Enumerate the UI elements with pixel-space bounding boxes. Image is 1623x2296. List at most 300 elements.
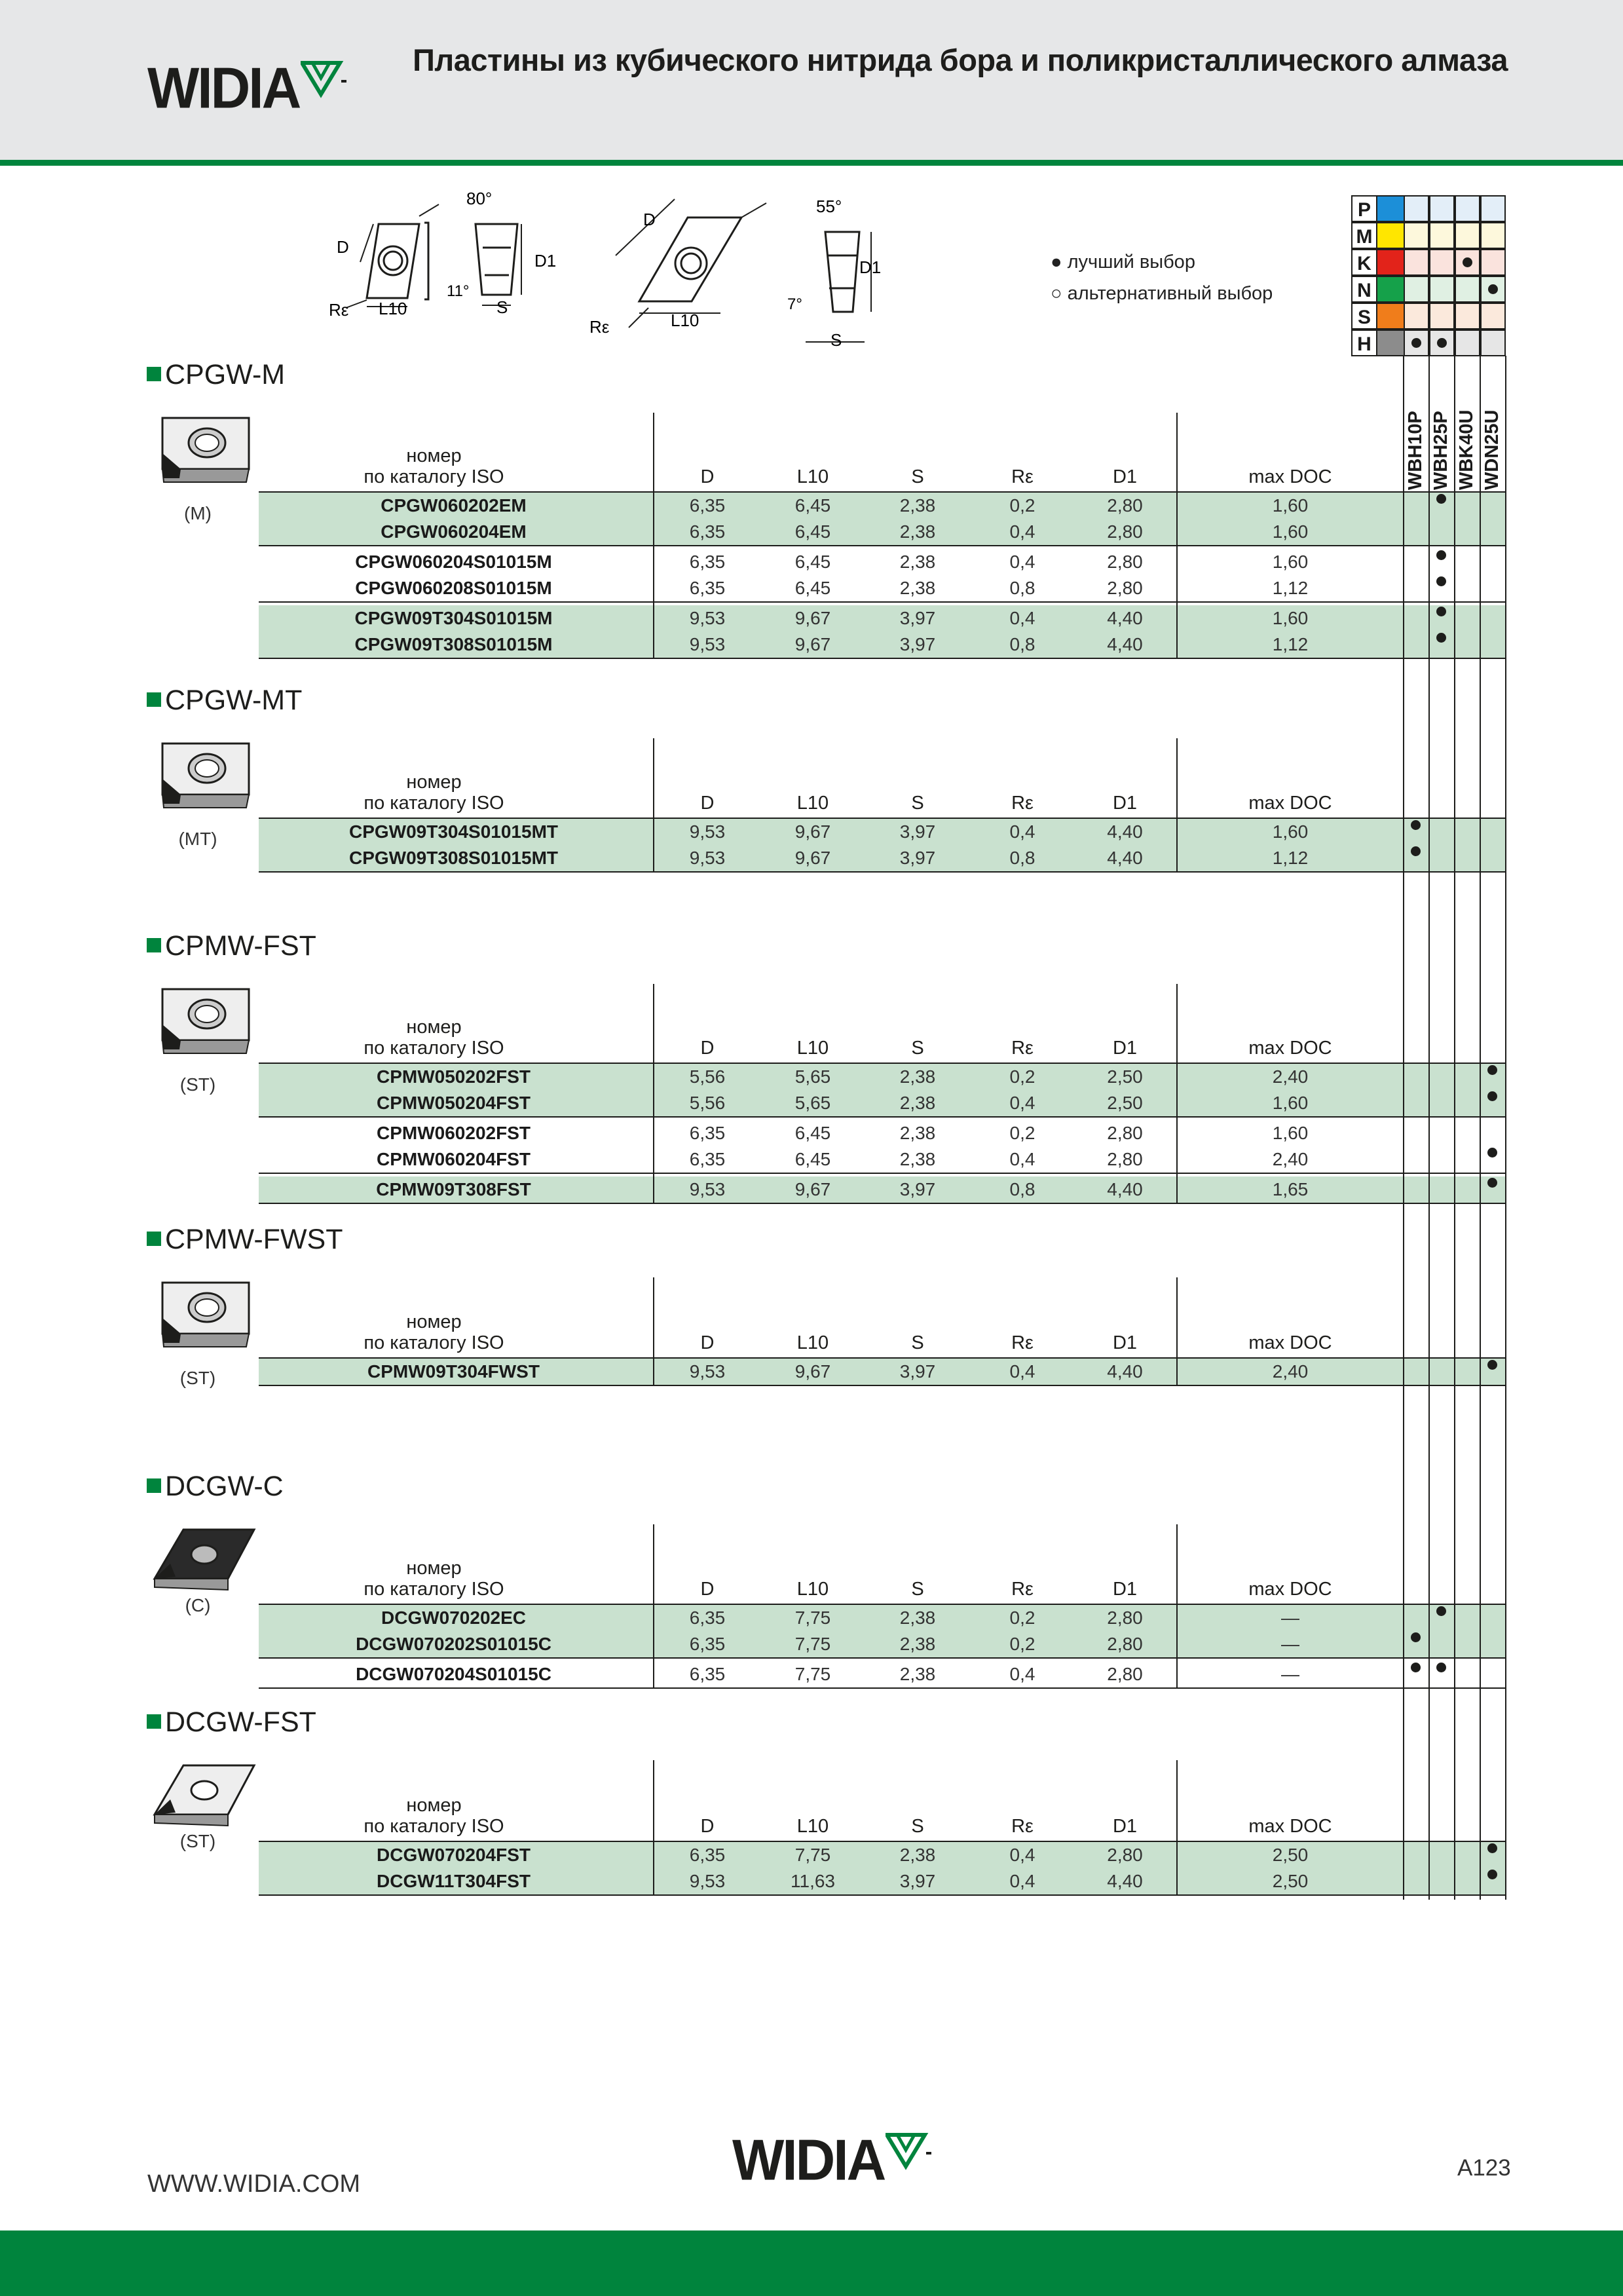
table-divider bbox=[1176, 1063, 1178, 1204]
cell-re: 0,8 bbox=[1009, 634, 1035, 654]
grade-cell bbox=[1455, 195, 1480, 222]
material-letter: N bbox=[1351, 276, 1377, 303]
grade-cell bbox=[1455, 276, 1480, 303]
insert-image bbox=[144, 976, 262, 1074]
catalog-number: DCGW11T304FST bbox=[377, 1871, 531, 1891]
insert-caption: (ST) bbox=[179, 1074, 216, 1095]
header-rule bbox=[0, 160, 1623, 166]
cell-d: 6,35 bbox=[689, 1123, 726, 1143]
column-header-d1: D1 bbox=[1112, 466, 1138, 487]
widia-triangle-icon bbox=[301, 60, 346, 100]
table-divider bbox=[653, 491, 654, 659]
catalog-number: DCGW070204S01015C bbox=[356, 1664, 551, 1684]
logo-wordmark: WIDIA bbox=[147, 55, 300, 121]
cell-l10: 7,75 bbox=[794, 1634, 831, 1654]
section-title-text: DCGW-FST bbox=[165, 1706, 316, 1738]
catalog-number: CPMW050202FST bbox=[377, 1066, 531, 1087]
cell-re: 0,4 bbox=[1009, 552, 1035, 572]
column-header-code: номер по каталогу ISO bbox=[364, 1017, 504, 1059]
material-color-swatch bbox=[1377, 303, 1404, 329]
catalog-number: CPMW09T304FWST bbox=[367, 1361, 540, 1382]
row-group-rule bbox=[259, 1116, 1506, 1118]
dcgw-insert-diagram bbox=[589, 190, 897, 354]
cell-s: 3,97 bbox=[899, 1361, 936, 1382]
section-title bbox=[147, 1224, 343, 1256]
cell-l10: 7,75 bbox=[794, 1608, 831, 1628]
header-divider bbox=[653, 413, 654, 491]
cell-re: 0,4 bbox=[1009, 1149, 1035, 1169]
grade-cell bbox=[1480, 303, 1506, 329]
cell-d1: 4,40 bbox=[1107, 821, 1143, 842]
cell-doc: 1,60 bbox=[1272, 608, 1309, 628]
cell-l10: 9,67 bbox=[794, 608, 831, 628]
label-angle: 55° bbox=[816, 197, 842, 216]
label-clearance: 11° bbox=[447, 282, 470, 300]
cell-d: 9,53 bbox=[689, 848, 726, 868]
cell-re: 0,2 bbox=[1009, 495, 1035, 516]
table-divider bbox=[1176, 818, 1178, 873]
grade-availability-dot bbox=[1436, 1606, 1446, 1616]
grade-cell bbox=[1480, 329, 1506, 356]
material-color-swatch bbox=[1377, 276, 1404, 303]
grade-name-label: WBH10P bbox=[1405, 411, 1426, 490]
column-header-d: D bbox=[700, 466, 715, 487]
matrix-left-rule bbox=[1351, 195, 1352, 356]
grade-cell bbox=[1429, 249, 1455, 276]
header-divider bbox=[1176, 1277, 1178, 1357]
column-header-d: D bbox=[700, 1816, 715, 1837]
cell-l10: 6,45 bbox=[794, 521, 831, 542]
header-divider bbox=[1176, 1524, 1178, 1604]
row-group-rule bbox=[259, 1687, 1506, 1689]
cell-s: 3,97 bbox=[899, 634, 936, 654]
section-marker bbox=[147, 1232, 161, 1246]
cell-doc: — bbox=[1281, 1634, 1299, 1654]
column-header-s: S bbox=[911, 1816, 924, 1837]
grade-availability-dot bbox=[1436, 607, 1446, 616]
insert-image bbox=[144, 405, 262, 503]
cell-doc: 1,60 bbox=[1272, 495, 1309, 516]
catalog-number: CPGW060202EM bbox=[381, 495, 527, 516]
grade-availability-dot bbox=[1436, 576, 1446, 586]
cell-s: 2,38 bbox=[899, 552, 936, 572]
cell-s: 2,38 bbox=[899, 1608, 936, 1628]
grade-column-rule bbox=[1428, 356, 1430, 1900]
page-title: Пластины из кубического нитрида бора и поликристаллического алмаза bbox=[413, 43, 1508, 77]
row-group-rule bbox=[259, 658, 1506, 659]
section-title-text: CPMW-FWST bbox=[165, 1224, 343, 1255]
cell-re: 0,2 bbox=[1009, 1066, 1035, 1087]
grade-cell bbox=[1480, 195, 1506, 222]
grade-cell bbox=[1480, 222, 1506, 249]
column-header-max_doc: max DOC bbox=[1248, 1038, 1332, 1059]
label-l10: L10 bbox=[671, 311, 700, 330]
column-header-max_doc: max DOC bbox=[1248, 1332, 1332, 1353]
catalog-number: DCGW070202S01015C bbox=[356, 1634, 551, 1654]
cell-s: 3,97 bbox=[899, 608, 936, 628]
header-divider bbox=[653, 1277, 654, 1357]
cell-d1: 2,80 bbox=[1107, 1123, 1143, 1143]
cell-d1: 4,40 bbox=[1107, 608, 1143, 628]
page-number: A123 bbox=[1457, 2155, 1511, 2181]
cell-d: 5,56 bbox=[689, 1093, 726, 1113]
grade-availability-dot bbox=[1487, 1065, 1497, 1075]
catalog-number: CPGW060204EM bbox=[381, 521, 527, 542]
legend-best-choice: ● лучший выбор bbox=[1051, 252, 1195, 273]
grade-column-rule bbox=[1505, 356, 1506, 1900]
material-row bbox=[1351, 195, 1506, 222]
label-angle: 80° bbox=[466, 190, 493, 208]
catalog-number: CPGW060204S01015M bbox=[355, 552, 552, 572]
cell-d1: 2,80 bbox=[1107, 495, 1143, 516]
cell-doc: 1,65 bbox=[1272, 1179, 1309, 1199]
cell-s: 3,97 bbox=[899, 821, 936, 842]
cell-d: 5,56 bbox=[689, 1066, 726, 1087]
cell-doc: 1,12 bbox=[1272, 848, 1309, 868]
cell-s: 3,97 bbox=[899, 1179, 936, 1199]
cell-doc: — bbox=[1281, 1664, 1299, 1684]
cell-doc: 2,50 bbox=[1272, 1845, 1309, 1865]
header-divider bbox=[653, 984, 654, 1063]
cell-l10: 9,67 bbox=[794, 821, 831, 842]
column-header-l10: L10 bbox=[796, 793, 829, 814]
cell-d: 6,35 bbox=[689, 578, 726, 598]
section-marker bbox=[147, 1478, 161, 1493]
cell-d1: 2,80 bbox=[1107, 1664, 1143, 1684]
cell-d: 6,35 bbox=[689, 1664, 726, 1684]
material-row bbox=[1351, 249, 1506, 276]
catalog-number: CPMW050204FST bbox=[377, 1093, 531, 1113]
grade-column-rule bbox=[1403, 356, 1404, 1900]
section-marker bbox=[147, 692, 161, 707]
cell-re: 0,8 bbox=[1009, 848, 1035, 868]
column-header-re: Rε bbox=[1011, 1038, 1034, 1059]
column-header-d1: D1 bbox=[1112, 1038, 1138, 1059]
row-group-rule bbox=[259, 545, 1506, 546]
cell-doc: 1,60 bbox=[1272, 1123, 1309, 1143]
cell-s: 2,38 bbox=[899, 1634, 936, 1654]
cell-doc: 1,60 bbox=[1272, 821, 1309, 842]
footer-logo bbox=[732, 2127, 931, 2192]
cell-d: 6,35 bbox=[689, 495, 726, 516]
cell-doc: 2,40 bbox=[1272, 1361, 1309, 1382]
cell-re: 0,4 bbox=[1009, 1361, 1035, 1382]
row-group-rule bbox=[259, 1173, 1506, 1174]
cell-d: 6,35 bbox=[689, 1845, 726, 1865]
column-header-s: S bbox=[911, 1332, 924, 1353]
grade-cell bbox=[1429, 195, 1455, 222]
catalog-number: CPMW060204FST bbox=[377, 1149, 531, 1169]
grade-cell bbox=[1455, 329, 1480, 356]
insert-caption: (ST) bbox=[179, 1368, 216, 1388]
cell-d1: 4,40 bbox=[1107, 848, 1143, 868]
label-s: S bbox=[830, 330, 842, 350]
column-header-d: D bbox=[700, 1332, 715, 1353]
material-row bbox=[1351, 276, 1506, 303]
cell-d1: 2,50 bbox=[1107, 1093, 1143, 1113]
material-color-swatch bbox=[1377, 329, 1404, 356]
column-header-code: номер по каталогу ISO bbox=[364, 445, 504, 487]
grade-cell bbox=[1429, 276, 1455, 303]
row-group-rule bbox=[259, 871, 1506, 873]
grade-availability-dot bbox=[1487, 1360, 1497, 1370]
column-header-d: D bbox=[700, 1038, 715, 1059]
table-divider bbox=[1176, 491, 1178, 659]
material-row bbox=[1351, 329, 1506, 356]
cell-re: 0,4 bbox=[1009, 1871, 1035, 1891]
column-header-d1: D1 bbox=[1112, 1579, 1138, 1600]
cell-d1: 2,80 bbox=[1107, 1608, 1143, 1628]
section-title-text: CPMW-FST bbox=[165, 930, 316, 962]
row-group-rule bbox=[259, 601, 1506, 603]
footer-bar bbox=[0, 2230, 1623, 2296]
column-header-d1: D1 bbox=[1112, 1332, 1138, 1353]
cell-d1: 2,50 bbox=[1107, 1066, 1143, 1087]
row-group-rule bbox=[259, 1203, 1506, 1204]
grade-cell bbox=[1404, 222, 1429, 249]
material-row bbox=[1351, 222, 1506, 249]
header-divider bbox=[1176, 984, 1178, 1063]
grade-name-label: WDN25U bbox=[1482, 409, 1502, 490]
cell-d: 6,35 bbox=[689, 521, 726, 542]
grade-availability-dot bbox=[1487, 1870, 1497, 1879]
cell-l10: 9,67 bbox=[794, 634, 831, 654]
cell-d: 6,35 bbox=[689, 1634, 726, 1654]
grade-availability-dot bbox=[1487, 1178, 1497, 1188]
cell-doc: 1,60 bbox=[1272, 552, 1309, 572]
column-header-code: номер по каталогу ISO bbox=[364, 1795, 504, 1837]
column-header-s: S bbox=[911, 466, 924, 487]
section-title bbox=[147, 1471, 284, 1503]
header-divider bbox=[1176, 413, 1178, 491]
cell-re: 0,4 bbox=[1009, 608, 1035, 628]
material-color-swatch bbox=[1377, 249, 1404, 276]
cell-d: 6,35 bbox=[689, 1608, 726, 1628]
insert-caption: (MT) bbox=[178, 829, 217, 849]
label-d1: D1 bbox=[859, 257, 882, 277]
grade-dot bbox=[1463, 257, 1472, 267]
label-d: D bbox=[643, 210, 656, 229]
column-header-re: Rε bbox=[1011, 1579, 1034, 1600]
table-divider bbox=[653, 1841, 654, 1896]
grade-cell bbox=[1404, 276, 1429, 303]
column-header-re: Rε bbox=[1011, 793, 1034, 814]
material-letter: M bbox=[1351, 222, 1377, 249]
column-header-max_doc: max DOC bbox=[1248, 793, 1332, 814]
insert-caption: (C) bbox=[185, 1595, 211, 1615]
material-letter: K bbox=[1351, 249, 1377, 276]
grade-availability-dot bbox=[1411, 1663, 1421, 1672]
cell-doc: 1,60 bbox=[1272, 1093, 1309, 1113]
cell-s: 3,97 bbox=[899, 1871, 936, 1891]
cell-s: 2,38 bbox=[899, 578, 936, 598]
cell-d1: 4,40 bbox=[1107, 1871, 1143, 1891]
cell-d1: 2,80 bbox=[1107, 552, 1143, 572]
cell-d: 9,53 bbox=[689, 634, 726, 654]
grade-column-rule bbox=[1480, 356, 1481, 1900]
cell-d: 6,35 bbox=[689, 552, 726, 572]
cell-d: 9,53 bbox=[689, 821, 726, 842]
material-letter: S bbox=[1351, 303, 1377, 329]
column-header-l10: L10 bbox=[796, 1579, 829, 1600]
cell-s: 3,97 bbox=[899, 848, 936, 868]
cell-s: 2,38 bbox=[899, 1149, 936, 1169]
grade-cell bbox=[1429, 303, 1455, 329]
cell-s: 2,38 bbox=[899, 1664, 936, 1684]
grade-availability-dot bbox=[1411, 1632, 1421, 1642]
catalog-number: DCGW070204FST bbox=[377, 1845, 531, 1865]
cell-l10: 7,75 bbox=[794, 1845, 831, 1865]
grade-availability-dot bbox=[1411, 846, 1421, 856]
material-letter: H bbox=[1351, 329, 1377, 356]
material-row bbox=[1351, 303, 1506, 329]
column-header-re: Rε bbox=[1011, 1332, 1034, 1353]
grade-availability-dot bbox=[1436, 1663, 1446, 1672]
cell-re: 0,4 bbox=[1009, 1845, 1035, 1865]
grade-availability-dot bbox=[1436, 550, 1446, 560]
cell-d1: 2,80 bbox=[1107, 1149, 1143, 1169]
catalog-number: CPGW060208S01015M bbox=[355, 578, 552, 598]
cell-l10: 6,45 bbox=[794, 578, 831, 598]
cell-re: 0,8 bbox=[1009, 1179, 1035, 1199]
section-title bbox=[147, 1706, 316, 1739]
label-re: Rε bbox=[589, 317, 610, 337]
label-l10: L10 bbox=[379, 299, 407, 318]
cell-d1: 2,80 bbox=[1107, 521, 1143, 542]
grade-cell bbox=[1404, 303, 1429, 329]
grade-dot bbox=[1437, 338, 1447, 348]
column-header-code: номер по каталогу ISO bbox=[364, 1558, 504, 1600]
grade-availability-dot bbox=[1411, 820, 1421, 830]
material-color-swatch bbox=[1377, 222, 1404, 249]
table-divider bbox=[1176, 1357, 1178, 1386]
widia-triangle-icon bbox=[886, 2132, 931, 2172]
label-s: S bbox=[496, 297, 508, 317]
material-letter: P bbox=[1351, 195, 1377, 222]
section-title-text: CPGW-M bbox=[165, 359, 286, 390]
cell-doc: 2,50 bbox=[1272, 1871, 1309, 1891]
cell-doc: 1,60 bbox=[1272, 521, 1309, 542]
cell-doc: 2,40 bbox=[1272, 1066, 1309, 1087]
cell-d1: 4,40 bbox=[1107, 1179, 1143, 1199]
label-clearance: 7° bbox=[787, 295, 802, 313]
column-header-s: S bbox=[911, 1579, 924, 1600]
grade-column-rule bbox=[1454, 356, 1455, 1900]
footer-url[interactable]: WWW.WIDIA.COM bbox=[147, 2170, 361, 2198]
cpgw-insert-diagram bbox=[321, 190, 576, 328]
catalog-number: DCGW070202EC bbox=[381, 1608, 526, 1628]
grade-availability-dot bbox=[1487, 1843, 1497, 1853]
cell-l10: 9,67 bbox=[794, 1361, 831, 1382]
cell-d: 9,53 bbox=[689, 608, 726, 628]
section-title bbox=[147, 930, 316, 962]
grade-availability-dot bbox=[1487, 1148, 1497, 1157]
column-header-re: Rε bbox=[1011, 466, 1034, 487]
cell-l10: 6,45 bbox=[794, 1123, 831, 1143]
widia-logo bbox=[147, 55, 346, 121]
cell-d: 9,53 bbox=[689, 1179, 726, 1199]
grade-availability-dot bbox=[1487, 1091, 1497, 1101]
insert-image bbox=[144, 730, 262, 829]
column-header-code: номер по каталогу ISO bbox=[364, 772, 504, 814]
cell-doc: — bbox=[1281, 1608, 1299, 1628]
column-header-s: S bbox=[911, 1038, 924, 1059]
catalog-number: CPGW09T308S01015M bbox=[354, 634, 553, 654]
insert-image bbox=[144, 1270, 262, 1368]
cell-d: 6,35 bbox=[689, 1149, 726, 1169]
insert-caption: (ST) bbox=[179, 1831, 216, 1851]
cell-d1: 2,80 bbox=[1107, 1634, 1143, 1654]
grade-cell bbox=[1429, 222, 1455, 249]
material-color-swatch bbox=[1377, 195, 1404, 222]
cell-l10: 5,65 bbox=[794, 1066, 831, 1087]
cell-doc: 1,12 bbox=[1272, 578, 1309, 598]
label-re: Rε bbox=[329, 300, 349, 320]
cell-s: 2,38 bbox=[899, 1093, 936, 1113]
catalog-number: CPGW09T308S01015MT bbox=[348, 848, 559, 868]
column-header-l10: L10 bbox=[796, 1816, 829, 1837]
cell-doc: 2,40 bbox=[1272, 1149, 1309, 1169]
cell-l10: 9,67 bbox=[794, 848, 831, 868]
cell-d: 9,53 bbox=[689, 1361, 726, 1382]
label-d: D bbox=[337, 237, 349, 257]
cell-d1: 2,80 bbox=[1107, 578, 1143, 598]
grade-availability-dot bbox=[1436, 494, 1446, 504]
cell-s: 2,38 bbox=[899, 521, 936, 542]
cell-re: 0,4 bbox=[1009, 521, 1035, 542]
cell-s: 2,38 bbox=[899, 1066, 936, 1087]
row-group-rule bbox=[259, 1894, 1506, 1896]
header-divider bbox=[1176, 738, 1178, 818]
column-header-d1: D1 bbox=[1112, 793, 1138, 814]
grade-name-label: WBH25P bbox=[1430, 411, 1451, 490]
catalog-number: CPGW09T304S01015M bbox=[354, 608, 553, 628]
footer-logo-wordmark: WIDIA bbox=[732, 2127, 885, 2192]
row-group-rule bbox=[259, 1385, 1506, 1386]
cell-re: 0,2 bbox=[1009, 1608, 1035, 1628]
grade-dot bbox=[1488, 284, 1498, 294]
table-divider bbox=[653, 1604, 654, 1689]
cell-d: 9,53 bbox=[689, 1871, 726, 1891]
cell-s: 2,38 bbox=[899, 495, 936, 516]
column-header-max_doc: max DOC bbox=[1248, 1579, 1332, 1600]
grade-cell bbox=[1455, 222, 1480, 249]
catalog-number: CPGW09T304S01015MT bbox=[348, 821, 559, 842]
column-header-l10: L10 bbox=[796, 1038, 829, 1059]
section-marker bbox=[147, 367, 161, 381]
section-marker bbox=[147, 938, 161, 952]
cell-l10: 6,45 bbox=[794, 495, 831, 516]
row-group-rule bbox=[259, 1657, 1506, 1659]
column-header-d: D bbox=[700, 793, 715, 814]
column-header-code: номер по каталогу ISO bbox=[364, 1311, 504, 1353]
label-d1: D1 bbox=[534, 251, 557, 271]
section-title-text: DCGW-C bbox=[165, 1471, 284, 1502]
table-divider bbox=[653, 818, 654, 873]
column-header-s: S bbox=[911, 793, 924, 814]
cell-s: 2,38 bbox=[899, 1123, 936, 1143]
cell-l10: 6,45 bbox=[794, 1149, 831, 1169]
column-header-max_doc: max DOC bbox=[1248, 466, 1332, 487]
table-divider bbox=[653, 1063, 654, 1204]
cell-re: 0,4 bbox=[1009, 821, 1035, 842]
grade-availability-dot bbox=[1436, 633, 1446, 643]
legend-alternative-choice: ○ альтернативный выбор bbox=[1051, 283, 1273, 304]
cell-re: 0,8 bbox=[1009, 578, 1035, 598]
table-divider bbox=[1176, 1841, 1178, 1896]
column-header-l10: L10 bbox=[796, 466, 829, 487]
column-header-re: Rε bbox=[1011, 1816, 1034, 1837]
